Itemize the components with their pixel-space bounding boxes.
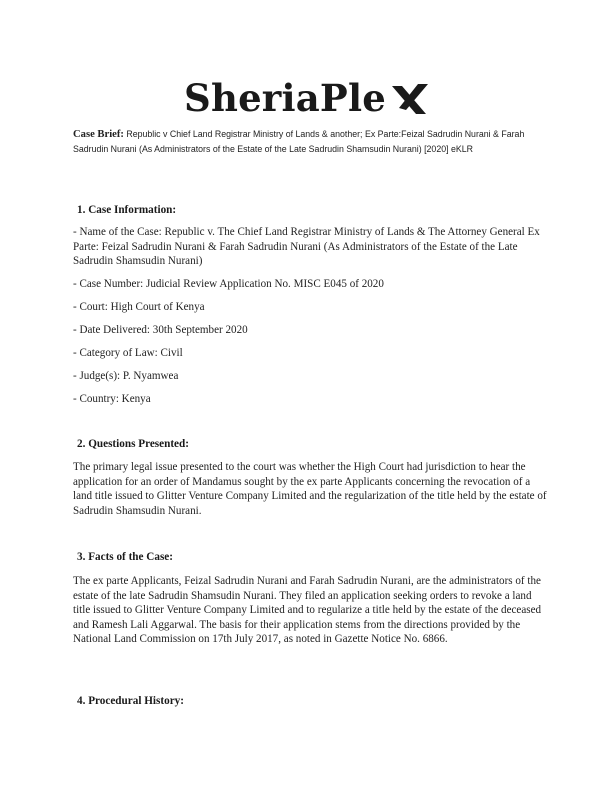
case-court: - Court: High Court of Kenya <box>73 301 205 313</box>
sheriaplex-logo <box>0 70 612 126</box>
logo-text: SheriaPle <box>184 76 386 120</box>
logo-wordmark <box>184 76 428 120</box>
questions-presented-body: The primary legal issue presented to the court was whether the High Court had jurisdiction to hear the application for an order of Mandamus sought by the ex parte Applicants concerning the revocation of a land title issued to Glitter Venture Company Limited and the regularization of the title held by the estate of Sadrudin Shamsudin Nurani. <box>73 461 547 517</box>
case-category: - Category of Law: Civil <box>73 347 183 359</box>
logo-x-icon <box>388 80 428 120</box>
case-brief <box>73 127 543 157</box>
case-judges: - Judge(s): P. Nyamwea <box>73 370 179 382</box>
heading-questions-presented: 2. Questions Presented: <box>77 438 189 450</box>
case-name: - Name of the Case: Republic v. The Chief Land Registrar Ministry of Lands & The Attorney General Ex Parte: Feizal Sadrudin Nurani & Farah Sadrudin Nurani (As Administrators of the Estate of the Late Sadrudin Shamsudin Nurani) <box>73 226 540 267</box>
case-brief-label: Case Brief: <box>73 129 124 140</box>
heading-case-information: 1. Case Information: <box>77 204 177 216</box>
case-country: - Country: Kenya <box>73 393 151 405</box>
heading-procedural-history: 4. Procedural History: <box>77 695 184 707</box>
case-number: - Case Number: Judicial Review Application No. MISC E045 of 2020 <box>73 278 384 290</box>
heading-facts-of-the-case: 3. Facts of the Case: <box>77 551 174 563</box>
case-date-delivered: - Date Delivered: 30th September 2020 <box>73 324 248 336</box>
facts-of-the-case-body: The ex parte Applicants, Feizal Sadrudin Nurani and Farah Sadrudin Nurani, are the administrators of the estate of the late Sadrudin Shamsudin Nurani. They filed an application seeking orders to revoke a land title issued to Glitter Venture Company Limited and to regularize a title held by the estate of the deceased and Ramesh Lali Aggarwal. The basis for their application stems from the directions provided by the National Land Commission on 17th July 2017, as noted in Gazette Notice No. 6866. <box>73 575 542 645</box>
case-brief-text: Republic v Chief Land Registrar Ministry of Lands & another; Ex Parte:Feizal Sadrudin Nurani & Farah Sadrudin Nurani (As Administrators of the Estate of the Late Sadrudin Shamsudin Nurani) [2020] eKLR <box>73 129 525 155</box>
